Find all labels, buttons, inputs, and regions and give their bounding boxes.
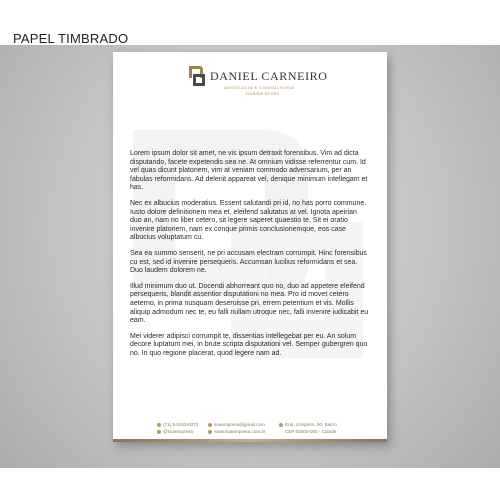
location-icon [279,423,283,427]
section-title: PAPEL TIMBRADO [13,31,129,46]
footer-website-text: www.suaempresa.com.br [214,429,266,434]
footer-social-text: @suaempresa [163,429,193,434]
footer-email [208,422,265,427]
letter-paragraph: Mei viderer adipisci corrumpit te, dissentias intellegebat per eu. An solum decore luptatum mei, in brute scripta disputationi vel. Semper gubergren quo no. In quo regione placerat, quod legere nam ad. [130,332,368,357]
brand-tagline: ADVOCACIA E CONSULTORIA [224,85,295,90]
letterhead-sheet [113,52,387,442]
footer-phone-text: (71) 9.9153-0372 [163,422,199,427]
phone-icon [157,423,161,427]
letter-body [130,150,370,365]
letter-paragraph: Sea ea summo senserit, ne pri accusam electram corrumpit. Hinc forensibus cu est, sed id invenire persequeris. Accumsan lucilius reformidans et sea. Duo laudem dolorem ne. [130,249,367,275]
globe-icon [208,430,212,434]
footer-email-text: suaempresa@gmail.com [214,422,265,427]
footer-address-line1: End. completo, 00, Bairro [285,422,337,427]
brand-oab: OAB/BA 00.000 [246,91,280,96]
footer-website [208,429,266,434]
footer-address-2 [285,429,336,434]
brand-name: DANIEL CARNEIRO [210,69,328,83]
footer-phone [157,422,198,427]
dc-monogram-icon [188,65,206,87]
mail-icon [208,423,212,427]
letter-paragraph: Nec ex albucius moderatius. Essent salutandi pri id, no has porro commune. Iusto dolore definitionem mea et, eleifend salutatus at vel. Ignota apeirian duo an, nam no liber cetero, sit legere saperet quaestio te. Sit ei oratio invenire platonem, nam ex conque primis conclusionemque, eos case albucius voluptatum cu. [130,199,367,242]
brand-logo [188,65,328,111]
letter-paragraph: Illud minimum duo ut. Docendi abhorreant quo no, duo ad appetere eleifend persequeris, blandit assentior disputationi no mea. Pro id movet cetero aeterno, in prima nusquam deseruisse pri, errem petentium et vis. Mollis aliquip admodum nec te, eu falli nullam utroque nec, falli invenire iudicabit eu eam. [130,282,369,325]
letter-paragraph: Lorem ipsum dolor sit amet, ne vis ipsum detraxit forensibus. Vim ad dicta disputando, facete expetendis sea ne. At omnium vidisse referrentur cum. Id vel quas dicunt platonem, vim at veniam commodo adversarium, per an fabulas reformidans. Ad delenit appareat vel, denique minimum intellegam et has. [130,150,368,192]
footer-address [279,422,337,427]
letter-footer [113,418,387,442]
instagram-icon [157,430,161,434]
footer-address-line2: CEP 00000-000 - Cidade [285,429,337,434]
footer-strip [0,468,500,500]
footer-gold-line [113,439,387,442]
footer-social [157,429,193,434]
